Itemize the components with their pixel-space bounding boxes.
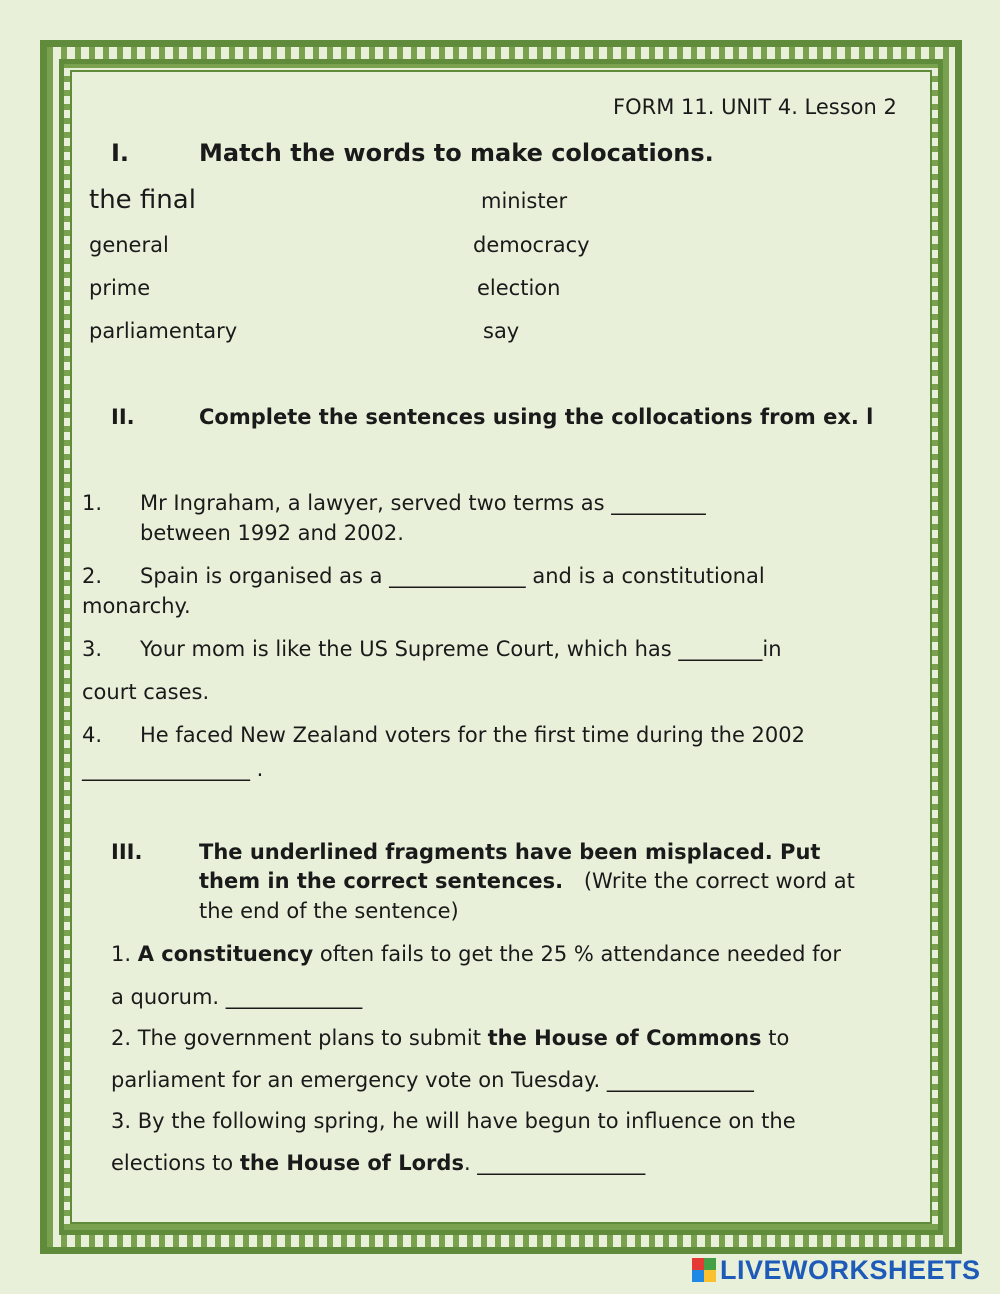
form-label: FORM 11. UNIT 4. Lesson 2 — [613, 95, 897, 119]
match-right-word[interactable]: say — [483, 319, 520, 343]
sentence-line[interactable]: ________________ . — [82, 757, 264, 781]
sentence-line: He faced New Zealand voters for the first time during the 2002 — [140, 723, 805, 747]
sentence-line[interactable]: elections to the House of Lords. ________________ — [111, 1151, 646, 1175]
section2-numeral: II. — [111, 405, 135, 429]
match-right-word[interactable]: democracy — [473, 233, 590, 257]
item-number: 2. — [82, 564, 103, 588]
logo-badge-icon — [692, 1258, 716, 1282]
section1-title: Match the words to make colocations. — [199, 139, 714, 167]
match-right-word[interactable]: minister — [481, 189, 568, 213]
item-number: 4. — [82, 723, 103, 747]
match-left-word[interactable]: parliamentary — [89, 319, 238, 343]
sentence-line[interactable]: parliament for an emergency vote on Tuesday. ______________ — [111, 1068, 754, 1092]
logo-text: LIVEWORKSHEETS — [720, 1254, 981, 1285]
item-number: 3. — [82, 637, 103, 661]
item-number: 1. — [82, 491, 103, 515]
section3-title-line3: the end of the sentence) — [199, 899, 459, 923]
section3-title-line2: them in the correct sentences. (Write the correct word at — [199, 869, 855, 893]
sentence-line[interactable]: Your mom is like the US Supreme Court, which has ________in — [140, 637, 782, 661]
match-left-word[interactable]: prime — [89, 276, 151, 300]
sentence-line[interactable]: Mr Ingraham, a lawyer, served two terms as _________ — [140, 491, 706, 515]
sentence-line[interactable]: a quorum. _____________ — [111, 985, 363, 1009]
sentence-line[interactable]: Spain is organised as a _____________ and is a constitutional — [140, 564, 765, 588]
section1-numeral: I. — [111, 139, 130, 167]
match-right-word[interactable]: election — [477, 276, 561, 300]
sentence-line: 3. By the following spring, he will have begun to influence on the — [111, 1109, 796, 1133]
section3-numeral: III. — [111, 840, 143, 864]
section2-title: Complete the sentences using the collocations from ex. l — [199, 405, 874, 429]
section3-title: The underlined fragments have been misplaced. Put — [199, 840, 821, 864]
sentence-line: 1. A constituency often fails to get the 25 % attendance needed for — [111, 942, 841, 966]
liveworksheets-logo[interactable] — [692, 1254, 981, 1286]
sentence-line: monarchy. — [82, 594, 191, 618]
sentence-line: between 1992 and 2002. — [140, 521, 404, 545]
match-left-word[interactable]: the final — [89, 185, 196, 215]
sentence-line: court cases. — [82, 680, 210, 704]
sentence-line: 2. The government plans to submit the House of Commons to — [111, 1026, 790, 1050]
match-left-word[interactable]: general — [89, 233, 169, 257]
